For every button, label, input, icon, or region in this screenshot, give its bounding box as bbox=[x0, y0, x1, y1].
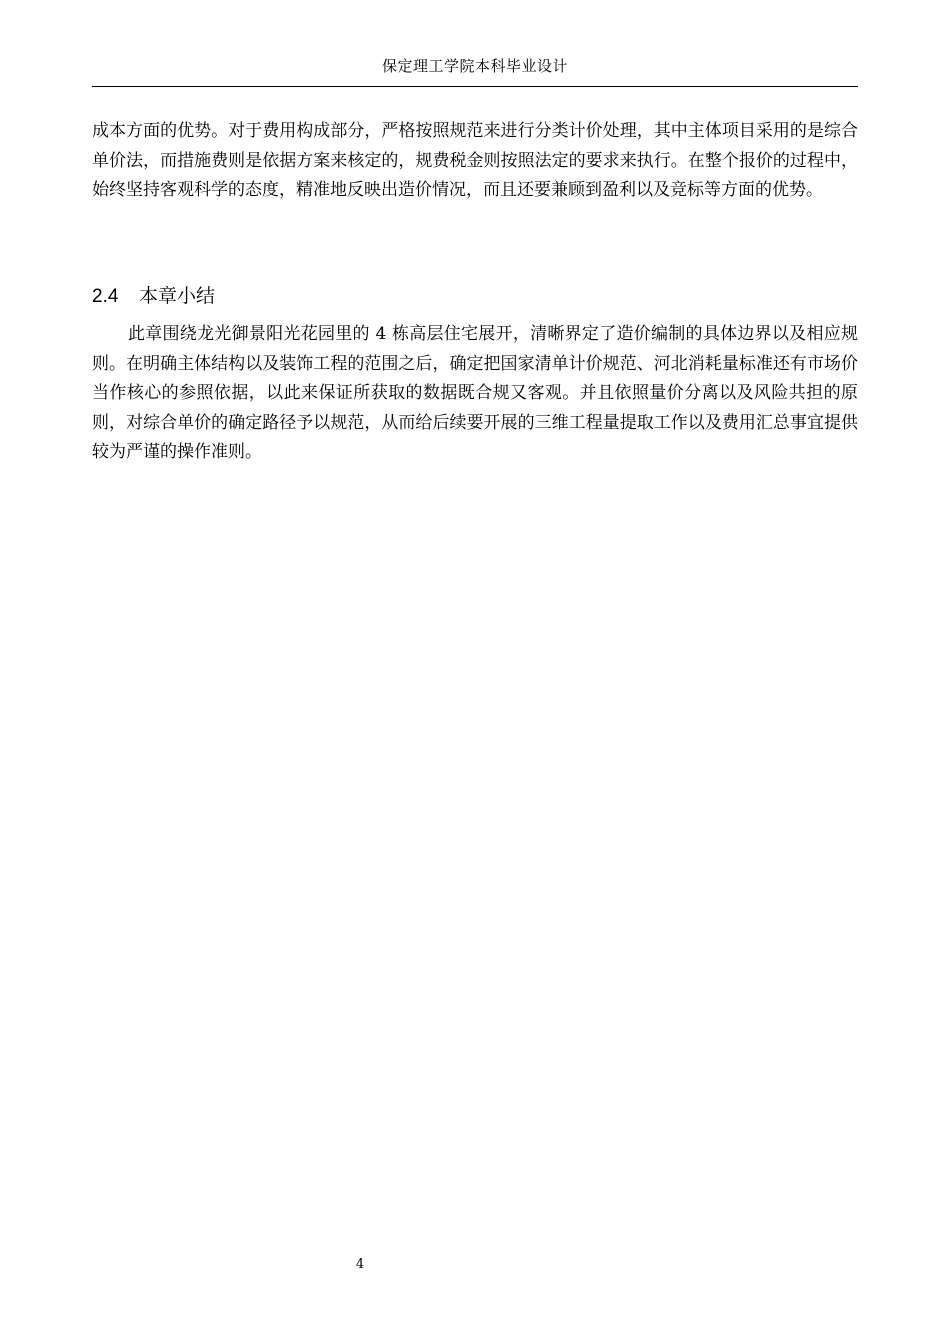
body-paragraph-2: 此章围绕龙光御景阳光花园里的 4 栋高层住宅展开，清晰界定了造价编制的具体边界以及相应规则。在明确主体结构以及装饰工程的范围之后，确定把国家清单计价规范、河北消耗量标准还有市场价当作核心的参照依据，以此来保证所获取的数据既合规又客观。并且依照量价分离以及风险共担的原则，对综合单价的确定路径予以规范，从而给后续要开展的三维工程量提取工作以及费用汇总事宜提供较为严谨的操作准则。 bbox=[92, 324, 858, 462]
body-paragraph-1: 成本方面的优势。对于费用构成部分，严格按照规范来进行分类计价处理，其中主体项目采用的是综合单价法，而措施费则是依据方案来核定的，规费税金则按照法定的要求来执行。在整个报价的过程中，始终坚持客观科学的态度，精准地反映出造价情况，而且还要兼顾到盈利以及竞标等方面的优势。 bbox=[92, 121, 858, 200]
section-number: 2.4 bbox=[92, 286, 119, 307]
page-header: 保定理工学院本科毕业设计 bbox=[381, 57, 568, 75]
page-number: 4 bbox=[355, 1257, 365, 1272]
header-divider bbox=[92, 86, 858, 87]
section-title: 本章小结 bbox=[139, 285, 216, 307]
section-heading bbox=[92, 283, 215, 310]
